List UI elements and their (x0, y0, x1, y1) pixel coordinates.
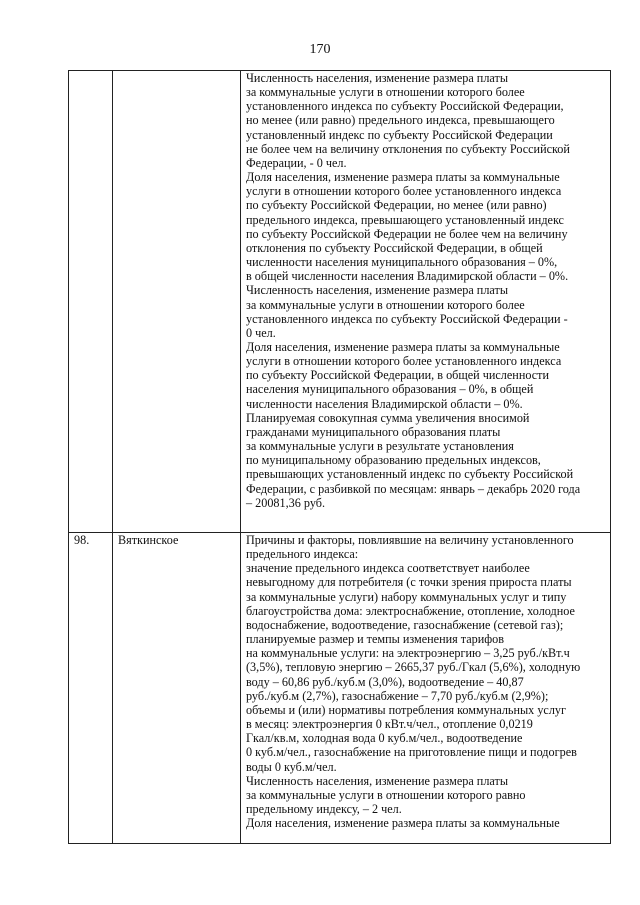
text-line: услуги в отношении которого более установленного индекса (246, 354, 562, 369)
text-line: установленный индекс по субъекту Российской Федерации (246, 127, 553, 142)
text-line: 0 чел. (246, 325, 276, 340)
text-line: Доля населения, изменение размера платы за коммунальные (246, 170, 560, 185)
text-line: численности населения муниципального образования – 0%, (246, 255, 558, 270)
text-line: но менее (или равно) предельного индекса, превышающего (246, 113, 555, 128)
text-line: Численность населения, изменение размера платы (246, 71, 509, 85)
text-line: услуги в отношении которого более установленного индекса (246, 184, 562, 199)
text-line: руб./куб.м (2,7%), газоснабжение – 7,70 руб./куб.м (2,9%); (246, 688, 549, 703)
text-line: 0 куб.м/чел., газоснабжение на приготовление пищи и подогрев (246, 745, 577, 760)
text-line: Федерации, с разбивкой по месяцам: январь – декабрь 2020 года (246, 481, 581, 496)
text-line: установленного индекса по субъекту Российской Федерации - (246, 311, 568, 326)
text-line: гражданами муниципального образования платы (246, 424, 501, 439)
row-number-cell: 98. (69, 533, 113, 844)
text-line: – 20081,36 руб. (246, 495, 326, 510)
text-line: численности населения Владимирской области – 0%. (246, 396, 523, 411)
text-line: отклонения по субъекту Российской Федерации, в общей (246, 240, 543, 255)
page-number: 170 (309, 42, 331, 57)
row-number-cell (69, 71, 113, 533)
text-line: по субъекту Российской Федерации, в общей численности (246, 368, 549, 383)
text-line: планируемые размер и темпы изменения тарифов (246, 632, 505, 647)
description-cell (241, 533, 611, 844)
text-line: превышающих установленный индекс по субъекту Российской (246, 467, 574, 482)
text-line: на коммунальные услуги: на электроэнергию – 3,25 руб./кВт.ч (246, 646, 570, 661)
municipal-index-table (68, 70, 611, 844)
text-line: предельного индекса: (246, 547, 359, 562)
table-row (69, 71, 611, 533)
text-line: воды 0 куб.м/чел. (246, 759, 337, 774)
text-line: предельному индексу, – 2 чел. (246, 801, 402, 816)
text-line: не более чем на величину отклонения по субъекту Российской (246, 141, 570, 156)
text-line: Планируемая совокупная сумма увеличения вносимой (246, 410, 530, 425)
text-line: населения муниципального образования – 0%, в общей (246, 382, 534, 397)
text-line: воду – 60,86 руб./куб.м (3,0%), водоотведение – 40,87 (246, 674, 524, 689)
text-line: Численность населения, изменение размера платы (246, 773, 509, 788)
text-line: Численность населения, изменение размера платы (246, 283, 509, 298)
text-line: по субъекту Российской Федерации, но менее (или равно) (246, 198, 547, 213)
text-line: водоснабжение, водоотведение, газоснабжение (сетевой газ); (246, 617, 564, 632)
table-row (69, 533, 611, 844)
description-cell (241, 71, 611, 533)
text-line: по муниципальному образованию предельных индексов, (246, 453, 541, 468)
text-line: в общей численности населения Владимирской области – 0%. (246, 269, 569, 284)
text-line: благоустройства дома: электроснабжение, отопление, холодное (246, 603, 575, 618)
text-line: установленного индекса по субъекту Российской Федерации, (246, 99, 564, 114)
text-line: по субъекту Российской Федерации не более чем на величину (246, 226, 568, 241)
text-line: за коммунальные услуги в отношении которого более (246, 85, 525, 100)
municipality-name-cell: Вяткинское (113, 533, 241, 844)
municipality-name-cell (113, 71, 241, 533)
text-line: (3,5%), тепловую энергию – 2665,37 руб./Гкал (5,6%), холодную (246, 660, 581, 675)
text-line: Доля населения, изменение размера платы за коммунальные (246, 816, 560, 831)
text-line: объемы и (или) нормативы потребления коммунальных услуг (246, 702, 567, 717)
text-line: Причины и факторы, повлиявшие на величину установленного (246, 533, 574, 547)
text-line: за коммунальные услуги в результате установления (246, 439, 514, 454)
text-line: невыгодному для потребителя (с точки зрения прироста платы (246, 575, 572, 590)
text-line: значение предельного индекса соответствует наиболее (246, 561, 530, 576)
text-line: за коммунальные услуги в отношении которого более (246, 297, 525, 312)
text-line: предельного индекса, превышающего установленный индекс (246, 212, 564, 227)
text-line: Доля населения, изменение размера платы за коммунальные (246, 339, 560, 354)
text-line: в месяц: электроэнергия 0 кВт.ч/чел., отопление 0,0219 (246, 717, 533, 732)
text-line: за коммунальные услуги в отношении которого равно (246, 787, 526, 802)
text-line: Федерации, - 0 чел. (246, 155, 347, 170)
text-line: за коммунальные услуги) набору коммунальных услуг и типу (246, 589, 567, 604)
text-line: Гкал/кв.м, холодная вода 0 куб.м/чел., водоотведение (246, 731, 523, 746)
